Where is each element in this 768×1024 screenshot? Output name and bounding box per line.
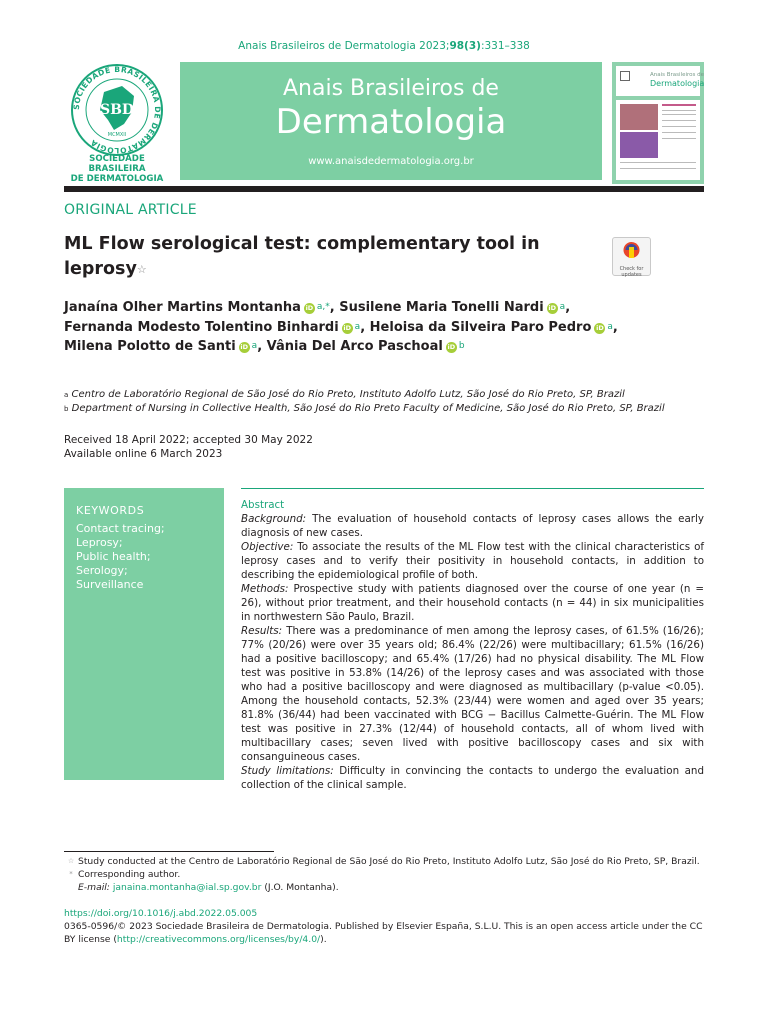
abstract-objective bbox=[241, 540, 704, 582]
methods-text: Prospective study with patients diagnosed over the course of one year (n = 26), without prior treatment, and their household contacts (n = 44) in six municipalities in northwestern São Paulo, Brazil. bbox=[241, 583, 704, 623]
results-text: There was a predominance of men among the leprosy cases, of 61.5% (16/26); 77% (20/26) were over 35 years old; 86.4% (22/26) were multibacillary; 61.5% (16/26) had a positive bacilloscopy; and 65.4% (17/26) had no physical disability. The ML Flow test was positive in 53.8% (14/26) of the leprosy cases and was associated with those who had a positive bacilloscopy and were diagnosed as multibacillary (p-value <0.05). Among the household contacts, 52.3% (23/44) were women and aged over 35 years; 81.8% (36/44) had been vaccinated with BCG − Bacillus Calmette-Guérin. The ML Flow test was positive in 27.3% (12/44) of household contacts, all of whom lived with multibacillary cases; seven lived with positive bacilloscopy cases and six with consanguineous cases. bbox=[241, 625, 704, 763]
author-affiliation-mark[interactable]: a bbox=[251, 341, 258, 351]
abstract-background bbox=[241, 512, 704, 540]
orcid-icon[interactable]: iD bbox=[343, 323, 351, 332]
journal-cover-thumbnail bbox=[612, 62, 704, 184]
footnote-rule bbox=[64, 851, 274, 852]
email-suffix: (J.O. Montanha). bbox=[264, 882, 339, 893]
orcid-icon[interactable]: iD bbox=[305, 304, 314, 312]
limitations-label: Study limitations: bbox=[241, 765, 334, 777]
email-label: E-mail: bbox=[78, 882, 110, 893]
orcid-icon[interactable]: iD bbox=[548, 304, 556, 312]
title-line1: ML Flow serological test: complementary tool in bbox=[64, 234, 540, 254]
abstract-rule bbox=[241, 488, 704, 489]
copyright-end: ). bbox=[320, 934, 327, 945]
banner-title-line2: Dermatologia bbox=[275, 102, 507, 142]
author-separator: , bbox=[360, 319, 366, 335]
orcid-icon[interactable]: iD bbox=[596, 323, 604, 332]
article-title bbox=[64, 232, 584, 282]
check-for-updates-button[interactable] bbox=[612, 237, 651, 276]
abstract bbox=[241, 498, 704, 792]
cover-title-line2: Dermatologia bbox=[650, 79, 704, 88]
author-name: Milena Polotto de Santi bbox=[64, 339, 236, 354]
affiliation-text: Centro de Laboratório Regional de São José do Rio Preto, Instituto Adolfo Lutz, São José do Rio Preto, SP, Brazil bbox=[71, 389, 625, 400]
journal-ref-pages: :331–338 bbox=[480, 40, 530, 52]
background-label: Background: bbox=[241, 513, 307, 525]
journal-ref-volume: 98(3) bbox=[449, 40, 481, 52]
keyword-item: Serology; bbox=[76, 564, 128, 577]
author-separator: , bbox=[612, 319, 618, 335]
cover-qr-icon bbox=[620, 71, 630, 81]
crossmark-label-line1: Check for bbox=[619, 266, 644, 272]
online-date: Available online 6 March 2023 bbox=[64, 448, 223, 460]
journal-banner bbox=[180, 62, 602, 180]
orcid-icon[interactable]: iD bbox=[447, 343, 456, 351]
footnotes bbox=[64, 855, 704, 894]
study-footnote-text: Study conducted at the Centro de Laboratório Regional de São José do Rio Preto, Instituto Adolfo Lutz, São José do Rio Preto, SP, Brazil. bbox=[78, 856, 700, 867]
sbd-logo bbox=[64, 62, 170, 184]
abstract-limitations bbox=[241, 764, 704, 792]
article-dates bbox=[64, 433, 313, 461]
study-footnote bbox=[64, 855, 704, 868]
abstract-title: Abstract bbox=[241, 499, 285, 511]
author-separator: , bbox=[257, 339, 263, 354]
logo-year: MCMXII bbox=[107, 132, 127, 138]
banner-url[interactable]: www.anaisdedermatologia.org.br bbox=[308, 156, 474, 167]
results-label: Results: bbox=[241, 625, 283, 637]
author-name: Fernanda Modesto Tolentino Binhardi bbox=[64, 319, 339, 335]
author-name: Vânia Del Arco Paschoal bbox=[266, 339, 443, 354]
keywords-list bbox=[76, 522, 165, 592]
keywords-title: KEYWORDS bbox=[76, 504, 145, 517]
limitations-text: Difficulty in convincing the contacts to undergo the evaluation and collection of the clinical sample. bbox=[241, 765, 704, 791]
corresponding-text: Corresponding author. bbox=[78, 869, 181, 880]
license-link[interactable]: http://creativecommons.org/licenses/by/4.0/ bbox=[116, 934, 321, 945]
doi-link[interactable]: https://doi.org/10.1016/j.abd.2022.05.005 bbox=[64, 908, 258, 919]
copyright-notice bbox=[64, 920, 704, 946]
copyright-text: 0365-0596/© 2023 Sociedade Brasileira de Dermatologia. Published by Elsevier España, S.L.U. This is an open access article under the CC BY license ( bbox=[64, 921, 703, 945]
header-rule bbox=[64, 186, 704, 192]
cover-title-line1: Anais Brasileiros de bbox=[650, 72, 704, 78]
email-footnote bbox=[64, 881, 704, 894]
abstract-methods bbox=[241, 582, 704, 624]
banner-title-line1: Anais Brasileiros de bbox=[283, 76, 499, 101]
logo-name-line1: SOCIEDADE BRASILEIRA bbox=[88, 154, 146, 174]
affiliations bbox=[64, 388, 704, 416]
author-separator: , bbox=[565, 300, 571, 315]
logo-name-line2: DE DERMATOLOGIA bbox=[70, 174, 164, 184]
corresponding-footnote bbox=[64, 868, 704, 881]
objective-text: To associate the results of the ML Flow test with the clinical characteristics of leprosy cases and to verify their positivity in household contacts, in addition to describing the epidemiological profile of both. bbox=[241, 541, 704, 581]
methods-label: Methods: bbox=[241, 583, 289, 595]
affiliation-mark: b bbox=[64, 405, 69, 413]
affiliation-mark: a bbox=[64, 391, 69, 399]
logo-monogram: SBD bbox=[99, 102, 135, 118]
author-affiliation-mark[interactable]: a bbox=[354, 321, 361, 332]
keywords-panel bbox=[64, 488, 224, 780]
section-label: ORIGINAL ARTICLE bbox=[64, 202, 197, 218]
background-text: The evaluation of household contacts of leprosy cases allows the early diagnosis of new cases. bbox=[241, 513, 704, 539]
journal-reference bbox=[0, 40, 768, 52]
affiliation-item bbox=[64, 388, 704, 402]
sbd-seal-icon bbox=[64, 62, 170, 158]
author-affiliation-mark[interactable]: a bbox=[607, 321, 613, 332]
author-affiliation-mark[interactable]: a bbox=[559, 302, 566, 312]
author-affiliation-mark[interactable]: b bbox=[458, 341, 465, 351]
study-footnote-mark: ☆ bbox=[67, 857, 75, 865]
author-name: Janaína Olher Martins Montanha bbox=[64, 300, 301, 315]
email-link[interactable]: janaina.montanha@ial.sp.gov.br bbox=[112, 882, 262, 893]
keyword-item: Surveillance bbox=[76, 578, 144, 591]
author-name: Heloisa da Silveira Paro Pedro bbox=[369, 319, 592, 335]
author-separator: , bbox=[329, 300, 335, 315]
keyword-item: Leprosy; bbox=[76, 536, 123, 549]
title-footnote-star[interactable]: ☆ bbox=[136, 263, 147, 276]
keyword-item: Public health; bbox=[76, 550, 151, 563]
affiliation-text: Department of Nursing in Collective Health, São José do Rio Preto Faculty of Medicine, São José do Rio Preto, SP, Brazil bbox=[71, 403, 665, 414]
received-date: Received 18 April 2022; accepted 30 May 2022 bbox=[64, 434, 313, 446]
logo-ring-text: SOCIEDADE BRASILEIRA DE DERMATOLOGIA bbox=[71, 64, 163, 156]
author-name: Susilene Maria Tonelli Nardi bbox=[339, 300, 544, 315]
author-affiliation-mark[interactable]: a,* bbox=[316, 302, 330, 312]
orcid-icon[interactable]: iD bbox=[240, 343, 248, 351]
crossmark-label-line2: updates bbox=[621, 272, 642, 278]
objective-label: Objective: bbox=[241, 541, 294, 553]
crossmark-icon bbox=[613, 238, 650, 262]
cover-image-2 bbox=[620, 132, 658, 158]
cover-image-1 bbox=[620, 104, 658, 130]
author-list bbox=[64, 298, 704, 357]
title-line2: leprosy bbox=[64, 259, 137, 279]
affiliation-item bbox=[64, 402, 704, 416]
journal-ref-prefix: Anais Brasileiros de Dermatologia 2023; bbox=[238, 40, 450, 52]
abstract-results bbox=[241, 624, 704, 764]
keyword-item: Contact tracing; bbox=[76, 522, 165, 535]
corresponding-mark: * bbox=[69, 870, 73, 878]
